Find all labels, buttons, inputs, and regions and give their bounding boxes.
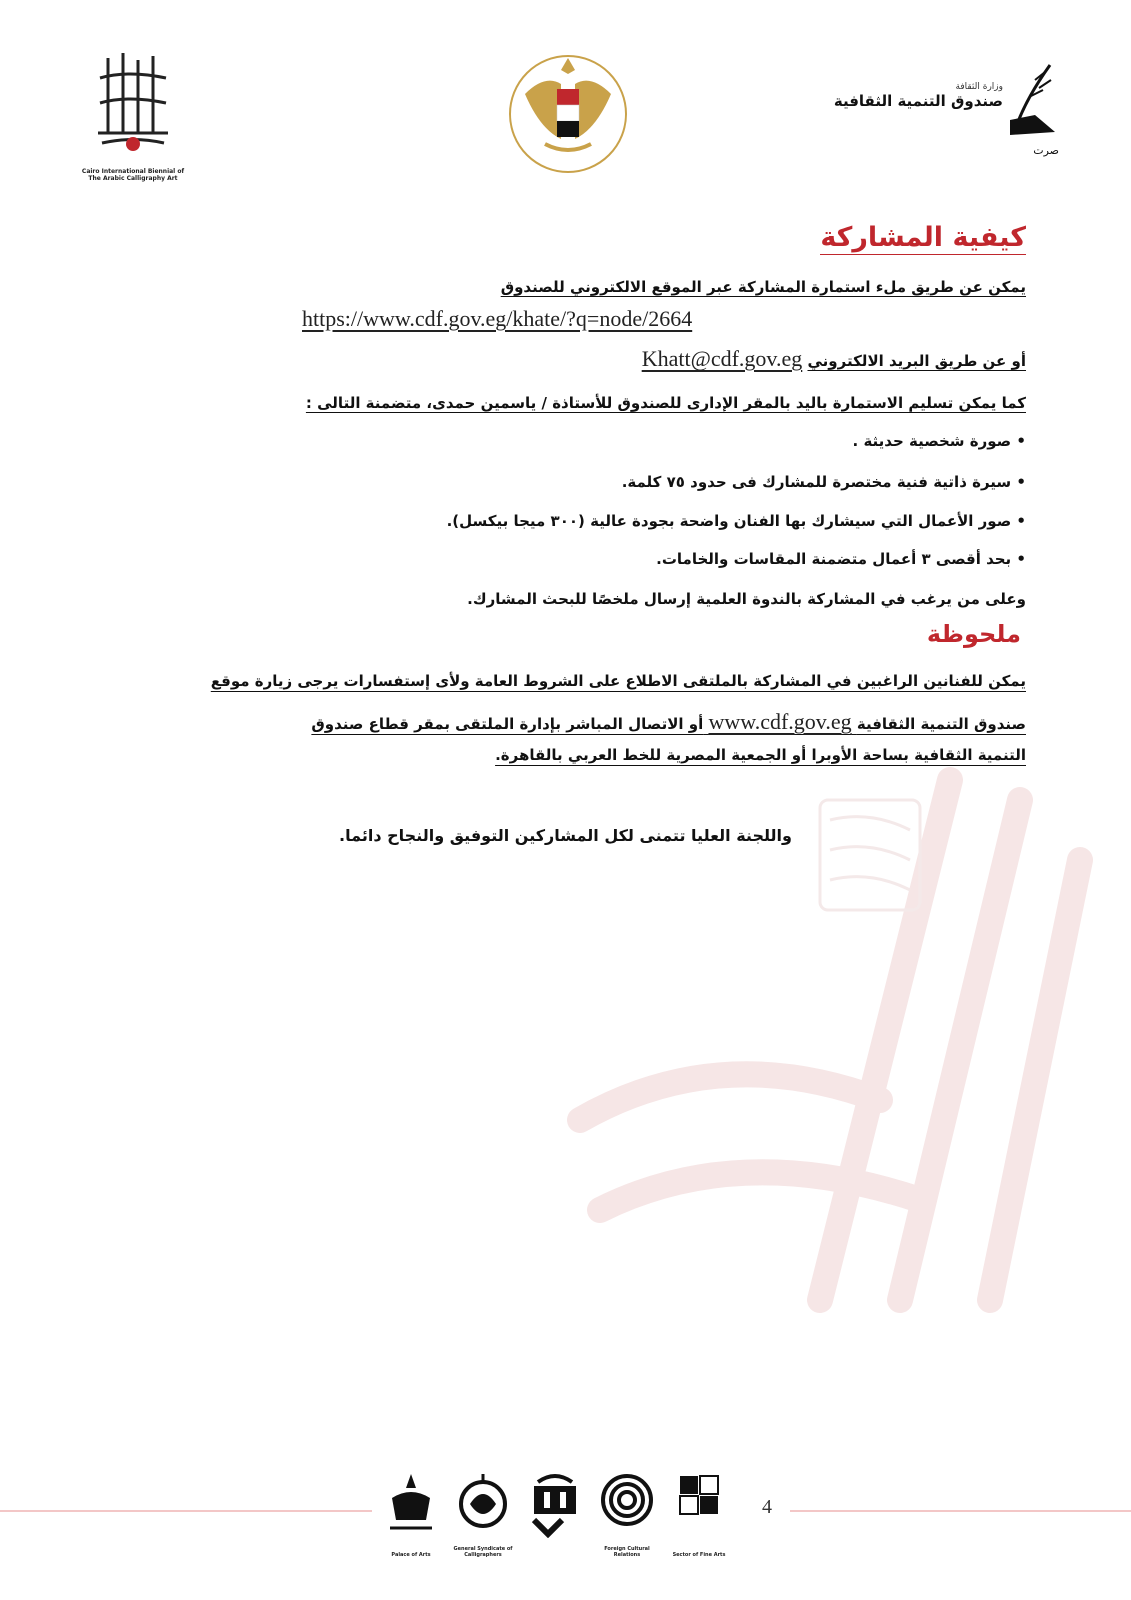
calligraphy-logo-icon bbox=[88, 48, 178, 156]
list-item: • سيرة ذاتية فنية مختصرة للمشارك فى حدود ٧٥ كلمة. bbox=[621, 473, 1026, 491]
participation-line-email bbox=[642, 346, 1026, 372]
eagle-emblem-icon bbox=[505, 44, 631, 194]
participation-url-link[interactable]: https://www.cdf.gov.eg/khate/?q=node/2664 bbox=[302, 306, 693, 331]
email-prefix: أو عن طريق البريد الالكتروني bbox=[807, 352, 1026, 370]
participation-heading: كيفية المشاركة bbox=[820, 222, 1026, 253]
list-item: • بحد أقصى ٣ أعمال متضمنة المقاسات والخامات. bbox=[656, 550, 1026, 568]
palace-of-arts-logo: Palace of Arts bbox=[380, 1468, 442, 1558]
site-link[interactable]: www.cdf.gov.eg bbox=[708, 709, 852, 734]
building-logo bbox=[524, 1468, 586, 1558]
note-line-2-end: أو الاتصال المباشر بإدارة الملتقى بمقر قطاع صندوق bbox=[311, 715, 704, 733]
list-item: • صور الأعمال التي سيشارك بها الفنان واضحة بجودة عالية (٣٠٠ ميجا بيكسل). bbox=[446, 512, 1026, 530]
note-line-2-start: صندوق التنمية الثقافية bbox=[856, 715, 1026, 733]
fine-arts-sector-logo: Sector of Fine Arts bbox=[668, 1468, 730, 1558]
symposium-line: وعلى من يرغب في المشاركة بالندوة العلمية إرسال ملخصًا للبحث المشارك. bbox=[467, 590, 1026, 608]
cultural-development-fund-logo bbox=[833, 60, 1065, 160]
note-heading: ملحوظة bbox=[926, 620, 1021, 648]
quill-hand-icon bbox=[1005, 60, 1061, 140]
note-line-3: التنمية الثقافية بساحة الأوبرا أو الجمعية المصرية للخط العربي بالقاهرة. bbox=[495, 746, 1026, 764]
grid-squares-icon bbox=[668, 1468, 730, 1538]
syndicate-icon bbox=[452, 1468, 514, 1538]
footer-logos bbox=[380, 1468, 760, 1558]
biennial-logo bbox=[78, 48, 188, 198]
egypt-emblem bbox=[505, 44, 631, 194]
foreign-cultural-relations-logo: Foreign Cultural Relations bbox=[596, 1468, 658, 1558]
calligraphers-syndicate-logo: General Syndicate of Calligraphers bbox=[452, 1468, 514, 1558]
palace-icon bbox=[380, 1468, 442, 1538]
fund-sub-label: صرت bbox=[1033, 144, 1059, 157]
participation-line-website: يمكن عن طريق ملء استمارة المشاركة عبر الموقع الالكتروني للصندوق bbox=[500, 278, 1026, 296]
email-link[interactable]: Khatt@cdf.gov.eg bbox=[641, 346, 803, 371]
building-icon bbox=[524, 1468, 586, 1538]
closing-text: واللجنة العليا تتمنى لكل المشاركين التوفيق والنجاح دائما. bbox=[339, 826, 792, 845]
fund-label: صندوق التنمية الثقافية bbox=[833, 92, 1003, 110]
footer-divider-left bbox=[0, 1510, 372, 1512]
note-line-2 bbox=[311, 709, 1026, 735]
ministry-label: وزارة الثقافة bbox=[955, 82, 1003, 92]
footer-divider-right bbox=[790, 1510, 1131, 1512]
rings-icon bbox=[596, 1468, 658, 1538]
participation-line-delivery: كما يمكن تسليم الاستمارة باليد بالمقر الإدارى للصندوق للأستاذة / ياسمين حمدى، متضمنة التالى : bbox=[305, 394, 1026, 412]
list-item: • صورة شخصية حديثة . bbox=[852, 432, 1026, 450]
page-number: 4 bbox=[762, 1496, 772, 1518]
note-line-1: يمكن للفنانين الراغبين في المشاركة بالملتقى الاطلاع على الشروط العامة ولأى إستفسارات يرجى زيارة موقع bbox=[210, 672, 1026, 690]
biennial-caption: Cairo International Biennial of The Arabic Calligraphy Art bbox=[81, 168, 185, 182]
